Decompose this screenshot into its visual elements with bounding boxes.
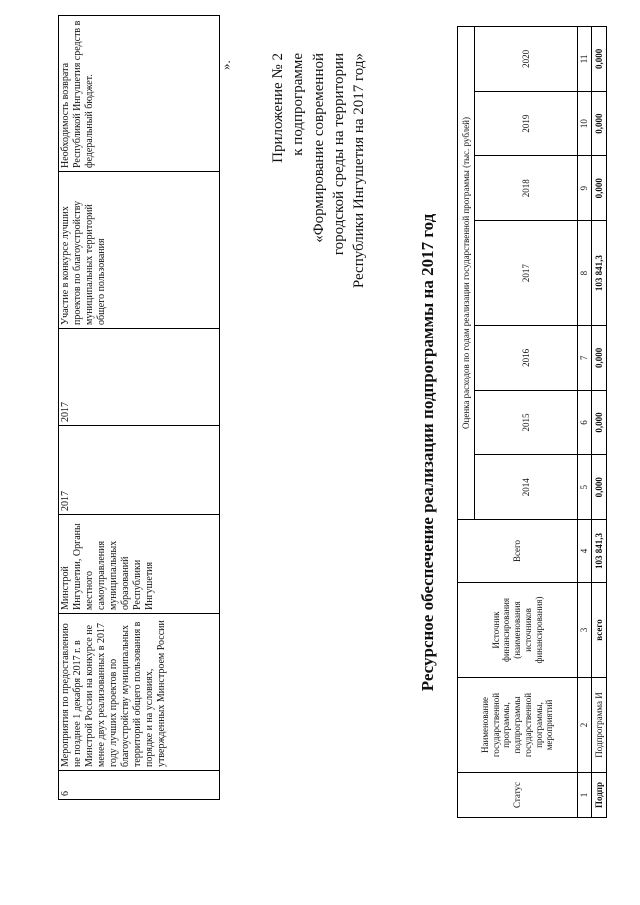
column-number: 1 <box>578 773 592 818</box>
row-value: 0,000 <box>592 27 607 92</box>
row-value: 0,000 <box>592 156 607 221</box>
row-number: 6 <box>59 771 220 800</box>
page-title: Ресурсное обеспечение реализации подпрограммы на 2017 год <box>418 213 437 692</box>
event-table-tail <box>58 15 220 800</box>
table-row <box>578 27 592 818</box>
column-number: 4 <box>578 520 592 583</box>
appendix-line: городской среды на территории <box>330 53 347 256</box>
row-value: 0,000 <box>592 455 607 520</box>
appendix-line: к подпрограмме <box>290 53 307 156</box>
header-status: Статус <box>458 773 578 818</box>
table-row <box>592 27 607 818</box>
row-source: всего <box>592 583 607 678</box>
column-number: 11 <box>578 27 592 92</box>
row-value: 103 841,3 <box>592 221 607 326</box>
header-group: Оценка расходов по годам реализации государственной программы (тыс. рублей) <box>458 27 475 520</box>
header-name: Наименование государственной программы, подпрограммы государственной программы, мероприятий <box>458 678 578 773</box>
column-number: 7 <box>578 326 592 391</box>
header-year: 2014 <box>475 455 578 520</box>
header-year: 2020 <box>475 27 578 92</box>
header-year: 2016 <box>475 326 578 391</box>
header-year: 2018 <box>475 156 578 221</box>
end-year-cell: 2017 <box>59 329 220 426</box>
consequence-cell: Необходимость возврата Республикой Ингушетия средств в федеральный бюджет. <box>59 16 220 172</box>
table-row <box>59 16 220 800</box>
header-year: 2019 <box>475 91 578 156</box>
row-value: 0,000 <box>592 91 607 156</box>
column-number: 6 <box>578 390 592 455</box>
header-year: 2017 <box>475 221 578 326</box>
column-number: 10 <box>578 91 592 156</box>
row-name: Подпрограмма И <box>592 678 607 773</box>
header-total: Всего <box>458 520 578 583</box>
row-status: Подпр <box>592 773 607 818</box>
column-number: 8 <box>578 221 592 326</box>
column-number: 3 <box>578 583 592 678</box>
closing-quote: ». <box>218 60 233 70</box>
appendix-line: Республики Ингушетия на 2017 год» <box>351 53 367 289</box>
header-year: 2015 <box>475 390 578 455</box>
result-cell: Участие в конкурсе лучших проектов по благоустройству муниципальных территорий общего пользования <box>59 172 220 329</box>
start-year-cell: 2017 <box>59 426 220 515</box>
executor-cell: Минстрой Ингушетии, Органы местного самоуправления муниципальных образований Республики Ингушетия <box>59 515 220 614</box>
row-value: 0,000 <box>592 390 607 455</box>
header-source: Источник финансирования (наименования источников финансирования) <box>458 583 578 678</box>
appendix-line: Приложение № 2 <box>270 53 286 163</box>
column-number: 5 <box>578 455 592 520</box>
appendix-line: «Формирование современной <box>310 53 327 243</box>
column-number: 2 <box>578 678 592 773</box>
resource-table <box>457 26 607 818</box>
column-number: 9 <box>578 156 592 221</box>
row-value: 0,000 <box>592 326 607 391</box>
table-header-row <box>458 27 475 818</box>
event-cell: Мероприятия по предоставлению не позднее 1 декабря 2017 г. в Минстрой России на конкурсе не менее двух реализованных в 2017 году лучших проектов по благоустройству муниципальных территорий общего пользования в порядке и на условиях, утвержденных Минстроем России <box>59 614 220 771</box>
appendix-header <box>268 53 369 413</box>
row-total: 103 841,3 <box>592 520 607 583</box>
